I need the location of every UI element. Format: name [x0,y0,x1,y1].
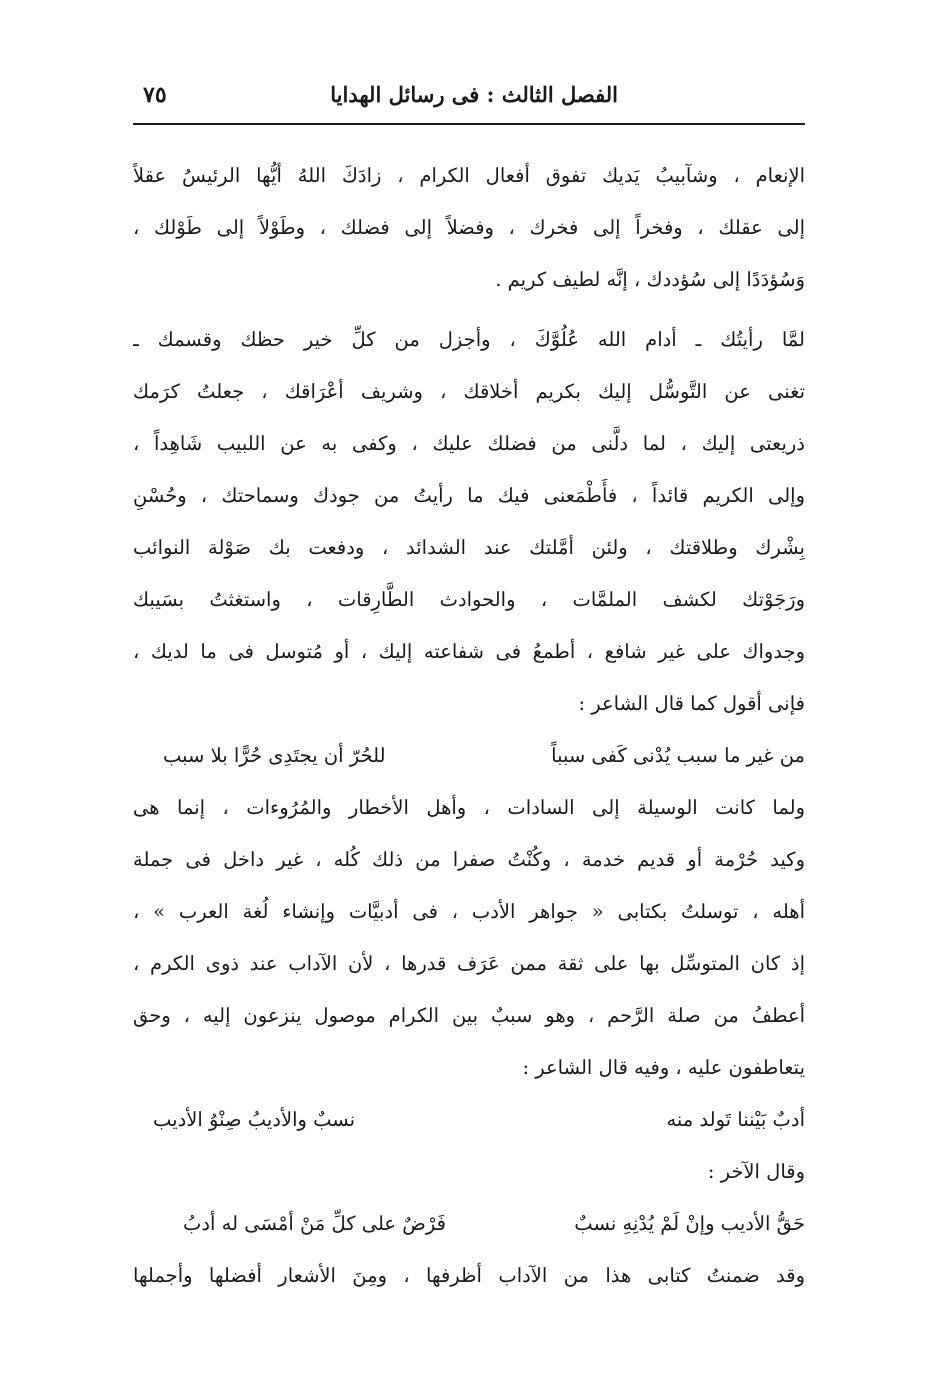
text-line: وقد ضمنتُ كتابى هذا من الآداب أظرفها ، ومِنَ الأشعار أفضلها وأجملها [133,1264,805,1287]
text-line: ورَجَوْتك لكشف الملمَّات ، والحوادث الطَّارِقات ، واستغثتُ بسَيبك [133,588,805,611]
text-line: الإنعام ، وشآبيبُ يَديك تفوق أفعال الكرام ، زادَكَ اللهُ أيُّها الرئيسُ عقلاً [133,164,805,187]
text-line: ذريعتى إليك ، لما دلَّنى من فضلك عليك ، وكفى به عن اللبيب شَاهِداً ، [133,432,805,455]
text-line: وَسُؤدَدًا إلى سُؤددك ، إنَّه لطيف كريم . [495,268,805,291]
text-line: وإلى الكريم قائداً ، فأَطْمَعنى فيك ما رأيتُ من جودك وسماحتك ، وحُسْنِ [133,484,805,507]
text-line: بِشْرك وطلاقتك ، ولئن أمَّلتك عند الشدائد ، ودفعت بك صَوْلة النوائب [133,536,805,559]
text-line: تغنى عن التَّوسُّل إليك بكريم أخلاقك ، وشريف أعْرَاقك ، جعلتُ كرَمك [133,380,805,403]
text-line: فإنى أقول كما قال الشاعر : [578,692,805,715]
text-line: أهله ، توسلتُ بكتابى « جواهر الأدب ، فى أدبيَّات وإنشاء لُغة العرب » ، [133,900,805,923]
page-number: ٧٥ [143,82,167,108]
verse [133,730,805,782]
verse-first-hemistich: حَقُّ الأديب وإنْ لَمْ يُدْنِهِ نسبٌ [574,1212,805,1235]
text-line: يتعاطفون عليه ، وفيه قال الشاعر : [522,1056,805,1079]
verse-second-hemistich: فَرْضٌ على كلِّ مَنْ أمْسَى له أدبُ [183,1212,446,1235]
chapter-title: الفصل الثالث : فى رسائل الهدايا [330,82,618,107]
text-line: وجدواك على غير شافع ، أطمعُ فى شفاعته إليك ، أو مُتوسل فى ما لديك ، [133,640,805,663]
verse-second-hemistich: للحُرّ أن يجتَدِى حُرًّا بلا سبب [163,744,386,767]
text-line: وقال الآخر : [707,1160,805,1183]
header-rule [133,123,805,125]
verse [133,1198,805,1250]
page-header [133,80,803,122]
verse-second-hemistich: نسبٌ والأديبُ صِنْوُ الأديب [153,1108,356,1131]
verse-first-hemistich: من غير ما سبب يُدْنى كَفى سبباً [551,744,805,767]
verse [133,1094,805,1146]
text-line: لمَّا رأيتُك ـ أدام الله عُلُوَّكَ ، وأجزل من كلِّ خير حظك وقسمك ـ [133,328,805,351]
page-body [133,150,805,1302]
text-line: إذ كان المتوسِّل بها على ثقة ممن عَرَف قدرها ، لأن الآداب عند ذوى الكرم ، [133,952,805,975]
text-line: وكيد حُرْمة أو قديم خدمة ، وكُنْتُ صفرا من ذلك كُله ، غير داخل فى جملة [133,848,805,871]
text-line: ولما كانت الوسيلة إلى السادات ، وأهل الأخطار والمُرُوءات ، إنما هى [133,796,805,819]
verse-first-hemistich: أدبٌ بَيْننا تَولد منه [666,1108,805,1131]
text-line: أعطفُ من صلة الرَّحم ، وهو سببٌ بين الكرام موصول ينزعون إليه ، وحق [133,1004,805,1027]
text-line: إلى عقلك ، وفخراً إلى فخرك ، وفضلاً إلى فضلك ، وطَوْلاً إلى طَوْلك ، [133,216,805,239]
